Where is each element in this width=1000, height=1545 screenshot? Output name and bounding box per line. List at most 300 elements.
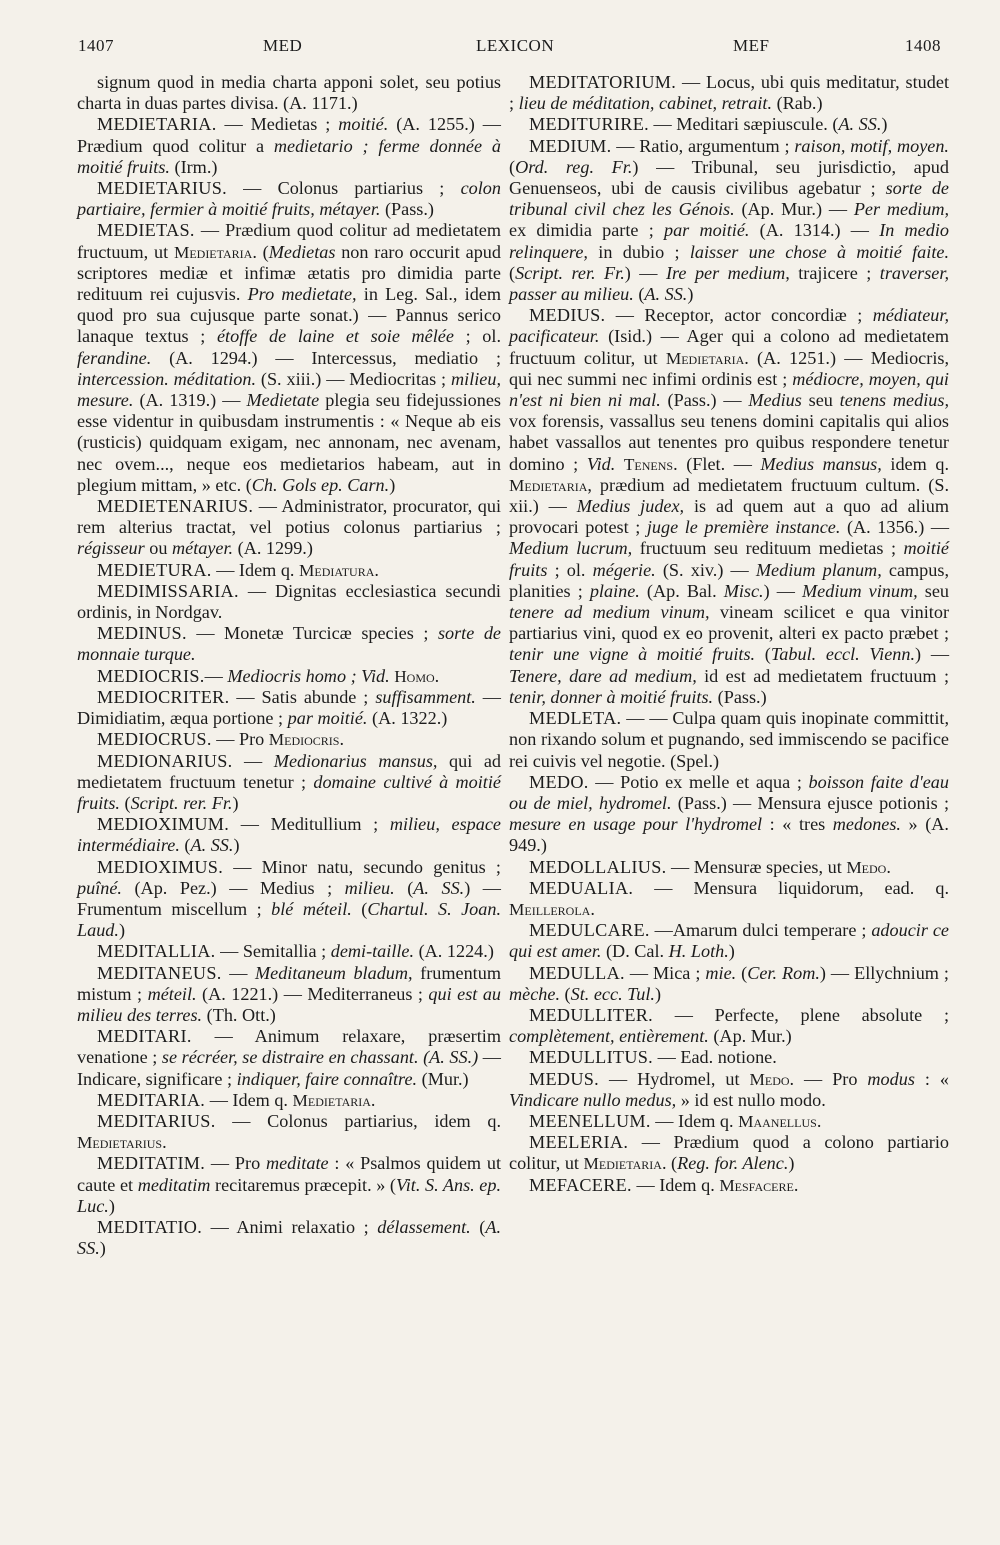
- italic-text: adoucir ce qui est amer.: [509, 920, 949, 962]
- entry-text: .: [370, 1089, 376, 1110]
- entry-text: (A. 1319.) —: [133, 390, 247, 411]
- headword: MEDITARIUS.: [97, 1110, 216, 1131]
- headword: MEDIOXIMUM.: [97, 814, 230, 835]
- entry-text: (: [509, 262, 516, 283]
- headword: MEFACERE.: [529, 1174, 632, 1195]
- italic-text: milieu, espace intermédiaire.: [77, 814, 501, 856]
- dictionary-entry: [77, 963, 501, 1027]
- entry-text: ) —: [624, 262, 666, 283]
- cross-reference: Mesfacere: [719, 1175, 794, 1195]
- entry-text: — Locus, ubi quis meditatur, studet ;: [509, 72, 949, 114]
- entry-text: — Monetæ Turcicæ species ;: [186, 623, 438, 644]
- italic-text: Ire per medium,: [665, 262, 790, 283]
- entry-text: — Prædium quod colitur ad medietatem fructuum, ut: [77, 220, 501, 262]
- left-column: [77, 72, 501, 1259]
- italic-text: médiateur, pacificateur.: [509, 305, 949, 347]
- italic-text: métayer.: [171, 538, 234, 559]
- dictionary-entry: [77, 666, 501, 687]
- dictionary-entry: [509, 305, 949, 708]
- headword: MEDULLITER.: [529, 1004, 654, 1025]
- headword: MEDIOCRITER.: [97, 686, 230, 707]
- italic-text: mèche.: [509, 983, 560, 1004]
- cross-reference: Medo: [846, 857, 887, 877]
- entry-text: .: [162, 1132, 167, 1153]
- entry-text: (A. 1356.) —: [840, 517, 950, 538]
- entry-text: (: [736, 962, 748, 983]
- headword: MEDIOCRIS.: [97, 665, 205, 686]
- italic-text: A. SS.: [644, 284, 688, 305]
- entry-text: (: [179, 835, 191, 856]
- headword: MEDITATORIUM.: [529, 72, 677, 92]
- headword: MEDULLA.: [529, 962, 625, 983]
- headword: MEDO.: [529, 771, 589, 792]
- headword: MEELERIA.: [529, 1132, 629, 1153]
- italic-text: mie.: [705, 962, 737, 983]
- entry-text: vox forensis, vassallus seu tenens domini capitalis qui alios habet vassallos aut tenentes pro quibus respondere tenetur domino ;: [509, 411, 949, 474]
- entry-text: : «: [914, 1068, 949, 1089]
- guide-word-right: MEF: [733, 36, 770, 55]
- dictionary-entry: [77, 729, 501, 750]
- dictionary-entry: [77, 114, 501, 178]
- cross-reference: Medietarius: [77, 1133, 163, 1153]
- entry-text: ; ol.: [453, 326, 501, 347]
- entry-text: — Ratio, argumentum ;: [611, 135, 795, 156]
- italic-text: milieu, mesure.: [77, 368, 502, 411]
- entry-text: — Meditullium ;: [229, 814, 390, 835]
- headword: MEDITATIM.: [97, 1153, 206, 1174]
- headword: MEDITATIO.: [97, 1216, 203, 1237]
- entry-text: — Perfecte, plene absolute ;: [653, 1004, 949, 1025]
- headword: MEDULLITUS.: [529, 1047, 654, 1068]
- italic-text: blé méteil.: [271, 898, 352, 919]
- entry-text: —Amarum dulci temperare ;: [649, 920, 872, 941]
- italic-text: meditate: [265, 1153, 329, 1174]
- italic-text: sorte de tribunal civil chez les Génois.: [509, 178, 949, 220]
- entry-text: — Idem q.: [205, 1089, 293, 1110]
- entry-text: in dubio ;: [587, 241, 690, 262]
- italic-text: Medietate: [246, 390, 320, 411]
- entry-text: .: [434, 665, 440, 686]
- entry-text: — Potio ex melle et aqua ;: [588, 771, 809, 792]
- italic-text: mesure en usage pour l'hydromel: [509, 814, 763, 835]
- entry-text: (: [351, 898, 368, 919]
- running-header: [0, 36, 1000, 70]
- entry-text: ): [654, 983, 662, 1004]
- cross-reference: Medietaria: [173, 242, 253, 262]
- entry-text: , prædium ad medietatem fructuum cultum. (S. xii.) —: [509, 474, 949, 517]
- cross-reference: Medietaria: [665, 348, 745, 368]
- headword: MEDINUS.: [97, 623, 187, 644]
- italic-text: Ord. reg. Fr.: [515, 156, 633, 177]
- entry-text: — Semitallia ;: [215, 941, 331, 962]
- entry-text: (Ap. Mur.) —: [734, 199, 854, 220]
- italic-text: A. SS.: [838, 114, 882, 135]
- headword: MEDIMISSARIA.: [97, 580, 239, 601]
- entry-text: (Rab.): [772, 93, 823, 114]
- dictionary-entry: [509, 920, 949, 962]
- dictionary-entry: [509, 1005, 949, 1047]
- entry-text: ): [788, 1153, 795, 1174]
- dictionary-entry: [77, 941, 501, 962]
- italic-text: Medionarius mansus,: [273, 750, 438, 771]
- italic-text: lieu de méditation, cabinet, retrait.: [518, 93, 773, 114]
- entry-text: ) — Tribunal, seu jurisdictio, apud Genuenseos, ubi de causis civilibus agebatur ;: [509, 156, 949, 199]
- entry-text: .: [886, 856, 891, 877]
- entry-text: (A. 1224.): [414, 941, 494, 962]
- italic-text: Medium planum,: [755, 559, 882, 580]
- italic-text: Vit. S. Ans. ep. Luc.: [77, 1174, 502, 1216]
- entry-text: ) —: [763, 580, 802, 601]
- entry-text: ): [233, 835, 240, 856]
- dictionary-entry: [509, 1047, 949, 1068]
- entry-text: in Leg. Sal., idem quod pro sua cujusque parte sonat.) — Pannus serico lanaque textus ;: [77, 284, 502, 347]
- entry-text: ): [728, 941, 735, 962]
- italic-text: intercession. méditation.: [77, 368, 256, 389]
- italic-text: Cer. Rom.: [747, 962, 820, 983]
- entry-text: — Dimidiatim, æqua portione ;: [77, 686, 501, 729]
- headword: MEDITARI.: [97, 1026, 192, 1047]
- italic-text: qui est au milieu des terres.: [77, 983, 502, 1025]
- dictionary-entry: [509, 772, 949, 857]
- italic-text: medones.: [832, 814, 901, 835]
- dictionary-entry: [77, 72, 501, 114]
- entry-text: — Receptor, actor concordiæ ;: [605, 305, 873, 326]
- entry-text: — Medietas ;: [216, 114, 339, 135]
- dictionary-entry: [509, 72, 949, 114]
- dictionary-entry: [77, 1111, 501, 1153]
- italic-text: Misc.: [723, 580, 764, 601]
- entry-text: — Indicare, significare ;: [77, 1047, 501, 1089]
- italic-text: Chartul. S. Joan. Laud.: [77, 898, 501, 941]
- italic-text: Reg. for. Alenc.: [677, 1153, 789, 1174]
- entry-text: : « Psalmos quidem ut caute et: [77, 1153, 502, 1195]
- entry-text: . — Pro: [789, 1068, 868, 1089]
- dictionary-entry: [509, 1069, 949, 1111]
- dictionary-entry: [509, 963, 949, 1005]
- entry-text: — Idem q.: [650, 1110, 739, 1131]
- italic-text: traverser, passer au milieu.: [509, 262, 949, 305]
- dictionary-entry: [77, 1217, 501, 1259]
- headword: MEDIETARIA.: [97, 114, 217, 135]
- entry-text: (S. xiii.) — Mediocritas ;: [256, 368, 451, 389]
- dictionary-entry: [77, 220, 501, 496]
- italic-text: Script. rer. Fr.: [515, 262, 625, 283]
- entry-text: — Hydromel, ut: [599, 1068, 750, 1089]
- entry-text: » id est nullo modo.: [676, 1089, 826, 1110]
- italic-text: colon partiaire, fermier à moitié fruits, métayer.: [77, 178, 501, 220]
- cross-reference: Tenens: [623, 454, 674, 474]
- entry-text: (Ap. Bal.: [639, 580, 724, 601]
- dictionary-entry: [77, 814, 501, 856]
- italic-text: Medietas: [268, 241, 336, 262]
- headword: MEDUS.: [529, 1068, 600, 1089]
- dictionary-entry: [77, 560, 501, 581]
- entry-text: (Pass.) —: [660, 390, 749, 411]
- entry-text: is ad quem aut a quo ad alium provocari potest ;: [509, 496, 949, 538]
- entry-text: (A. 1221.) — Mediterraneus ;: [196, 983, 429, 1004]
- cross-reference: Medietaria: [509, 475, 588, 495]
- entry-text: .: [374, 559, 379, 580]
- italic-text: se récréer, se distraire en chassant. (A. SS.): [161, 1047, 479, 1068]
- entry-text: (: [755, 644, 771, 665]
- italic-text: A. SS.: [413, 877, 465, 898]
- entry-text: vineam scilicet e qua vinitor partiarius vini, quod ex eo provenit, alteri ex pacto præbet ;: [509, 602, 950, 644]
- dictionary-entry: [77, 751, 501, 815]
- entry-text: (Th. Ott.): [202, 1004, 276, 1025]
- entry-text: qui ad medietatem fructuum tenetur ;: [77, 750, 501, 792]
- entry-text: (: [509, 156, 516, 177]
- entry-text: (Irm.): [169, 156, 218, 177]
- italic-text: Per medium,: [853, 199, 949, 220]
- entry-text: — Meditari sæpiuscule. (: [649, 114, 839, 135]
- dictionary-entry: [77, 178, 501, 220]
- dictionary-entry: [509, 878, 949, 920]
- headword: MEENELLUM.: [529, 1110, 651, 1131]
- italic-text: suffisamment.: [375, 686, 476, 707]
- italic-text: plaine.: [589, 580, 640, 601]
- entry-text: — Colonus partiarius, idem q.: [215, 1110, 501, 1131]
- entry-text: : « tres: [762, 814, 833, 835]
- dictionary-entry: [77, 581, 501, 623]
- dictionary-entry: [509, 1175, 949, 1196]
- entry-text: (Ap. Mur.): [708, 1026, 792, 1047]
- italic-text: par moitié.: [287, 708, 368, 729]
- cross-reference: Medietaria: [583, 1154, 662, 1174]
- entry-text: (Isid.) — Ager qui a colono ad medietatem fructuum colitur, ut: [509, 326, 949, 368]
- entry-text: (A. 1294.) — Intercessus, mediatio ;: [151, 347, 501, 368]
- entry-text: .: [793, 1174, 799, 1195]
- page-number-right: 1408: [905, 36, 941, 55]
- italic-text: Medium vinum,: [802, 580, 918, 601]
- headword: MEDIOXIMUS.: [97, 856, 224, 877]
- entry-text: ): [687, 284, 694, 305]
- entry-text: idem q.: [881, 453, 949, 474]
- italic-text: Vindicare nullo medus,: [509, 1089, 677, 1110]
- entry-text: — Idem q.: [631, 1174, 720, 1195]
- entry-text: ): [389, 474, 396, 495]
- italic-text: raison, motif, moyen.: [794, 135, 949, 156]
- dictionary-entry: [77, 1090, 501, 1111]
- italic-text: H. Loth.: [668, 941, 729, 962]
- headword: MEDLETA.: [529, 708, 622, 729]
- entry-text: plegia seu fidejussiones esse videntur in quibusdam instrumentis : « Neque ab eis (rusticis) quidquam exigam, nec annonam, nec avenam, nec ovem..., neque eos medietarios habeam, aut in plegium mittam, » etc. (: [77, 390, 502, 495]
- entry-text: frumentum mistum ;: [77, 962, 501, 1004]
- italic-text: moitié.: [338, 114, 389, 135]
- entry-text: (Mur.): [417, 1068, 469, 1089]
- italic-text: juge le première instance.: [646, 517, 841, 538]
- headword: MEDULCARE.: [529, 920, 650, 941]
- entry-text: (A. 1255.) — Prædium quod colitur a: [77, 114, 501, 156]
- entry-text: (A. 1314.) —: [749, 220, 880, 241]
- entry-text: — Colonus partiarius ;: [226, 178, 461, 199]
- headword: MEDITURIRE.: [529, 114, 649, 135]
- entry-text: ): [881, 114, 888, 135]
- entry-text: trajicere ;: [789, 262, 880, 283]
- italic-text: Ch. Gols ep. Carn.: [251, 474, 390, 495]
- entry-text: . (A. 1251.) — Mediocris, qui nec summi nec infimi ordinis est ;: [509, 347, 949, 389]
- entry-text: ): [232, 792, 239, 813]
- cross-reference: Medo: [749, 1069, 790, 1089]
- entry-text: recitaremus præcepit. » (: [210, 1174, 396, 1195]
- italic-text: méteil.: [147, 983, 197, 1004]
- dictionary-entry: [77, 1153, 501, 1217]
- entry-text: fructuum seu redituum medietas ;: [632, 538, 904, 559]
- entry-text: ) —: [915, 644, 950, 665]
- entry-text: — Dignitas ecclesiastica secundi ordinis, in Nordgav.: [77, 580, 501, 623]
- entry-text: id est ad medietatem fructuum ;: [696, 665, 949, 686]
- entry-text: non raro occurit apud scriptores mediæ et infimæ ætatis pro dimidia parte redituum rei cujusvis.: [77, 241, 501, 305]
- headword: MEDIETAS.: [97, 220, 195, 241]
- italic-text: Medius judex,: [576, 496, 685, 517]
- dictionary-entry: [77, 496, 501, 560]
- italic-text: délassement.: [377, 1216, 471, 1237]
- page-number-left: 1407: [78, 36, 114, 55]
- entry-text: (Ap. Pez.) — Medius ;: [121, 877, 345, 898]
- entry-text: (Pass.) — Mensura ejusce potionis ;: [671, 792, 950, 813]
- italic-text: milieu.: [344, 877, 395, 898]
- entry-text: — Ead. notione.: [653, 1047, 777, 1068]
- italic-text: régisseur: [77, 538, 145, 559]
- entry-text: (S. xiv.) —: [655, 559, 756, 580]
- italic-text: sorte de monnaie turque.: [77, 623, 501, 665]
- right-column: [509, 72, 949, 1196]
- entry-text: signum quod in media charta apponi solet, seu potius charta in duas partes divisa. (A. 1171.): [77, 72, 501, 114]
- dictionary-entry: [77, 857, 501, 942]
- italic-text: Medius: [748, 390, 802, 411]
- dictionary-entry: [509, 1132, 949, 1174]
- headword: MEDIONARIUS.: [97, 750, 233, 771]
- entry-text: ex dimidia parte ;: [509, 220, 664, 241]
- italic-text: demi-taille.: [330, 941, 415, 962]
- entry-text: . (Flet. —: [673, 453, 761, 474]
- entry-text: — Administrator, procurator, qui rem alterius tractat, vel potius colonus partiarius ;: [77, 496, 501, 538]
- headword: MEDUALIA.: [529, 877, 634, 898]
- entry-text: —: [221, 962, 255, 983]
- italic-text: Meditaneum bladum,: [254, 962, 413, 983]
- italic-text: boisson faite d'eau ou de miel, hydromel.: [509, 771, 949, 813]
- entry-text: ; ol.: [547, 559, 593, 580]
- italic-text: Medius mansus,: [760, 453, 882, 474]
- entry-text: seu: [801, 390, 840, 411]
- italic-text: moitié fruits: [509, 538, 949, 580]
- italic-text: Tabul. eccl. Vienn.: [770, 644, 916, 665]
- italic-text: meditatim: [137, 1174, 211, 1195]
- entry-text: — Mensuræ species, ut: [666, 856, 847, 877]
- italic-text: Tenere, dare ad medium,: [509, 665, 697, 686]
- entry-text: ): [108, 1195, 115, 1216]
- entry-text: ): [99, 1238, 106, 1259]
- entry-text: (: [560, 983, 571, 1004]
- italic-text: Mediocris homo ; Vid.: [227, 665, 390, 686]
- dictionary-entry: [509, 857, 949, 878]
- italic-text: Vid.: [586, 453, 616, 474]
- entry-text: seu: [917, 580, 949, 601]
- cross-reference: Homo: [394, 666, 435, 686]
- cross-reference: Mediocris: [268, 730, 340, 750]
- italic-text: indiquer, faire connaître.: [236, 1068, 418, 1089]
- entry-text: .: [816, 1110, 822, 1131]
- entry-text: — Satis abunde ;: [229, 686, 376, 707]
- italic-text: A. SS.: [77, 1216, 501, 1259]
- guide-word-left: MED: [263, 36, 303, 55]
- entry-text: ou: [144, 538, 172, 559]
- headword: MEDIETURA.: [97, 559, 212, 580]
- italic-text: tenens medius,: [839, 390, 949, 411]
- headword: MEDIUS.: [529, 305, 606, 326]
- headword: MEDIUM.: [529, 135, 612, 156]
- entry-text: (: [633, 284, 645, 305]
- entry-text: (: [394, 877, 414, 898]
- cross-reference: Maanellus: [738, 1111, 817, 1131]
- entry-text: — Animi relaxatio ;: [202, 1216, 378, 1237]
- entry-text: ): [118, 920, 126, 941]
- italic-text: par moitié.: [663, 220, 750, 241]
- dictionary-entry: [77, 1026, 501, 1090]
- italic-text: ferandine.: [77, 347, 152, 368]
- italic-text: tenir, donner à moitié fruits.: [509, 686, 714, 707]
- italic-text: Medium lucrum,: [509, 538, 633, 559]
- entry-text: ) — Frumentum miscellum ;: [77, 877, 501, 919]
- italic-text: puîné.: [77, 877, 122, 898]
- italic-text: médiocre, moyen, qui n'est ni bien ni mal.: [509, 368, 949, 411]
- dictionary-entry: [509, 708, 949, 772]
- italic-text: medietario ; ferme donnée à moitié fruits.: [77, 135, 501, 177]
- entry-text: — Pro: [211, 729, 269, 750]
- entry-text: — Minor natu, secundo genitus ;: [223, 856, 501, 877]
- entry-text: — Mensura liquidorum, ead. q.: [633, 877, 949, 898]
- italic-text: laisser une chose à moitié faite.: [689, 241, 949, 262]
- entry-text: .: [339, 729, 345, 750]
- cross-reference: Mediatura: [299, 560, 375, 580]
- entry-text: — Idem q.: [211, 559, 300, 580]
- entry-text: —: [204, 665, 228, 686]
- dictionary-entry: [77, 687, 501, 729]
- italic-text: Pro medietate,: [247, 284, 357, 305]
- headword: MEDITANEUS.: [97, 962, 222, 983]
- cross-reference: Medietaria: [292, 1090, 371, 1110]
- entry-text: .: [590, 898, 595, 919]
- italic-text: complètement, entièrement.: [509, 1026, 709, 1047]
- cross-reference: Meillerola: [509, 899, 591, 919]
- running-title: LEXICON: [476, 36, 555, 55]
- headword: MEDIETARIUS.: [97, 178, 227, 199]
- italic-text: tenir une vigne à moitié fruits.: [509, 644, 756, 665]
- italic-text: In medio relinquere,: [509, 220, 949, 262]
- headword: MEDIOCRUS.: [97, 729, 212, 750]
- entry-text: campus, planities ;: [509, 559, 949, 601]
- entry-text: . (: [661, 1153, 678, 1174]
- entry-text: (Pass.): [380, 199, 434, 220]
- headword: MEDITALLIA.: [97, 941, 216, 962]
- italic-text: A. SS.: [190, 835, 234, 856]
- italic-text: étoffe de laine et soie mêlée: [216, 326, 454, 347]
- italic-text: domaine cultivé à moitié fruits.: [77, 771, 501, 813]
- dictionary-entry: [509, 1111, 949, 1132]
- headword: MEDOLLALIUS.: [529, 856, 667, 877]
- entry-text: — — Culpa quam quis inopinate committit, non rixando solum et pugnando, sed immiscendo se pacifice rei cuivis vel negotie. (Spel.): [509, 708, 949, 771]
- entry-text: (: [470, 1216, 486, 1237]
- entry-text: . (: [252, 241, 269, 262]
- italic-text: mégerie.: [592, 559, 656, 580]
- entry-text: (A. 1322.): [367, 708, 448, 729]
- entry-text: (Pass.): [713, 686, 767, 707]
- entry-text: [615, 454, 624, 474]
- headword: MEDIETENARIUS.: [97, 496, 254, 517]
- dictionary-entry: [509, 136, 949, 306]
- entry-text: — Pro: [205, 1153, 266, 1174]
- headword: MEDITARIA.: [97, 1089, 206, 1110]
- italic-text: St. ecc. Tul.: [570, 983, 655, 1004]
